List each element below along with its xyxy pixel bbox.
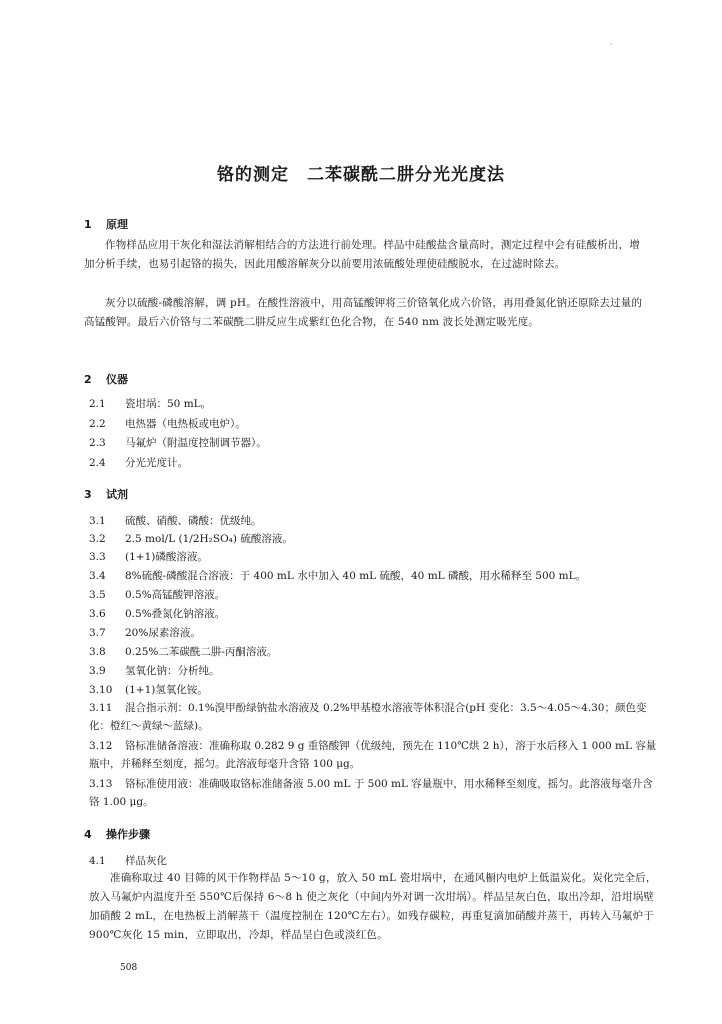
list-item: 3.2 2.5 mol/L (1/2H₂SO₄) 硫酸溶液。 bbox=[89, 533, 293, 545]
section-title: 试剂 bbox=[106, 488, 128, 501]
title-part2: 二苯碳酰二肼分光光度法 bbox=[307, 165, 505, 185]
section-title: 操作步骤 bbox=[106, 828, 150, 841]
section-2-heading bbox=[84, 371, 128, 387]
list-item: 3.11 混合指示剂：0.1%溴甲酚绿钠盐水溶液及 0.2%甲基橙水溶液等体积混合(pH 变化：3.5～4.05～4.30；颜色变化：橙红～黄绿～蓝绿)。 bbox=[89, 702, 647, 732]
page-number: 508 bbox=[120, 963, 138, 973]
list-item: 2.3 马氟炉（附温度控制调节器）。 bbox=[89, 437, 267, 449]
list-item: 2.4 分光光度计。 bbox=[89, 457, 188, 469]
list-item: 3.3 (1+1)磷酸溶液。 bbox=[89, 551, 208, 563]
list-item: 3.5 0.5%高锰酸钾溶液。 bbox=[89, 589, 226, 601]
list-item: 3.7 20%尿素溶液。 bbox=[89, 627, 201, 639]
scan-speck: · bbox=[610, 40, 613, 49]
list-item: 3.8 0.25%二苯碳酰二肼-丙酮溶液。 bbox=[89, 646, 278, 658]
list-item: 3.1 硫酸、硝酸、磷酸：优级纯。 bbox=[89, 515, 262, 527]
list-item: 2.2 电热器（电热板或电炉）。 bbox=[89, 418, 246, 430]
section-number: 3 bbox=[84, 488, 92, 501]
section-1-heading bbox=[84, 216, 128, 232]
section-3-heading bbox=[84, 486, 128, 502]
section-title: 仪器 bbox=[106, 373, 128, 386]
list-item: 3.12 铬标准储备溶液：准确称取 0.282 9 g 重铬酸钾（优级纯，预先在 110℃烘 2 h），溶于水后移入 1 000 mL 容量瓶中，并稀释至刻度，摇匀。此溶液每毫升含铬 100 μg。 bbox=[89, 740, 657, 770]
list-item: 3.13 铬标准使用液：准确吸取铬标准储备液 5.00 mL 于 500 mL 容量瓶中，用水稀释至刻度，摇匀。此溶液每毫升含铬 1.00 μg。 bbox=[89, 778, 653, 808]
list-item: 2.1 瓷坩埚：50 mL。 bbox=[89, 398, 212, 410]
section-4-paragraph: 准确称取过 40 目筛的风干作物样品 5～10 g，放入 50 mL 瓷坩埚中，在通风橱内电炉上低温炭化。炭化完全后，放入马氟炉内温度升至 550℃后保持 6～8 h 使之灰化（中间内外对调一次坩埚）。样品呈灰白色，取出冷却，沿坩埚壁加硝酸 2 mL，在电热板上消解蒸干（温度控制在 120℃左右）。如残存碳粒，再重复滴加硝酸并蒸干，再转入马氟炉于 900℃灰化 15 min，立即取出，冷却，样品呈白色或淡红色。 bbox=[89, 872, 657, 941]
section-number: 2 bbox=[84, 373, 92, 386]
section-1-paragraph-1: 作物样品应用干灰化和湿法消解相结合的方法进行前处理。样品中硅酸盐含量高时，测定过程中会有硅酸析出，增加分析手续，也易引起铬的损失，因此用酸溶解灰分以前要用浓硫酸处理使硅酸脱水，在过滤时除去。 bbox=[84, 239, 640, 270]
section-4-heading bbox=[84, 826, 150, 842]
subsection-heading: 4.1 样品灰化 bbox=[89, 855, 167, 867]
list-item: 3.4 8%硫酸-磷酸混合溶液：于 400 mL 水中加入 40 mL 硫酸，40 mL 磷酸，用水稀释至 500 mL。 bbox=[89, 570, 587, 582]
section-1-paragraph-2: 灰分以硫酸-磷酸溶解，调 pH。在酸性溶液中，用高锰酸钾将三价铬氧化成六价铬，再用叠氮化钠还原除去过量的高锰酸钾。最后六价铬与二苯碳酰二肼反应生成紫红色化合物，在 540 nm 波长处测定吸光度。 bbox=[84, 297, 643, 328]
section-title: 原理 bbox=[106, 218, 128, 231]
list-item: 3.10 (1+1)氢氧化铵。 bbox=[89, 684, 208, 696]
list-item: 3.6 0.5%叠氮化钠溶液。 bbox=[89, 608, 226, 620]
section-number: 4 bbox=[84, 828, 92, 841]
page-title bbox=[0, 160, 722, 185]
title-part1: 铬的测定 bbox=[217, 165, 289, 185]
section-number: 1 bbox=[84, 218, 92, 231]
list-item: 3.9 氢氧化钠：分析纯。 bbox=[89, 665, 220, 677]
